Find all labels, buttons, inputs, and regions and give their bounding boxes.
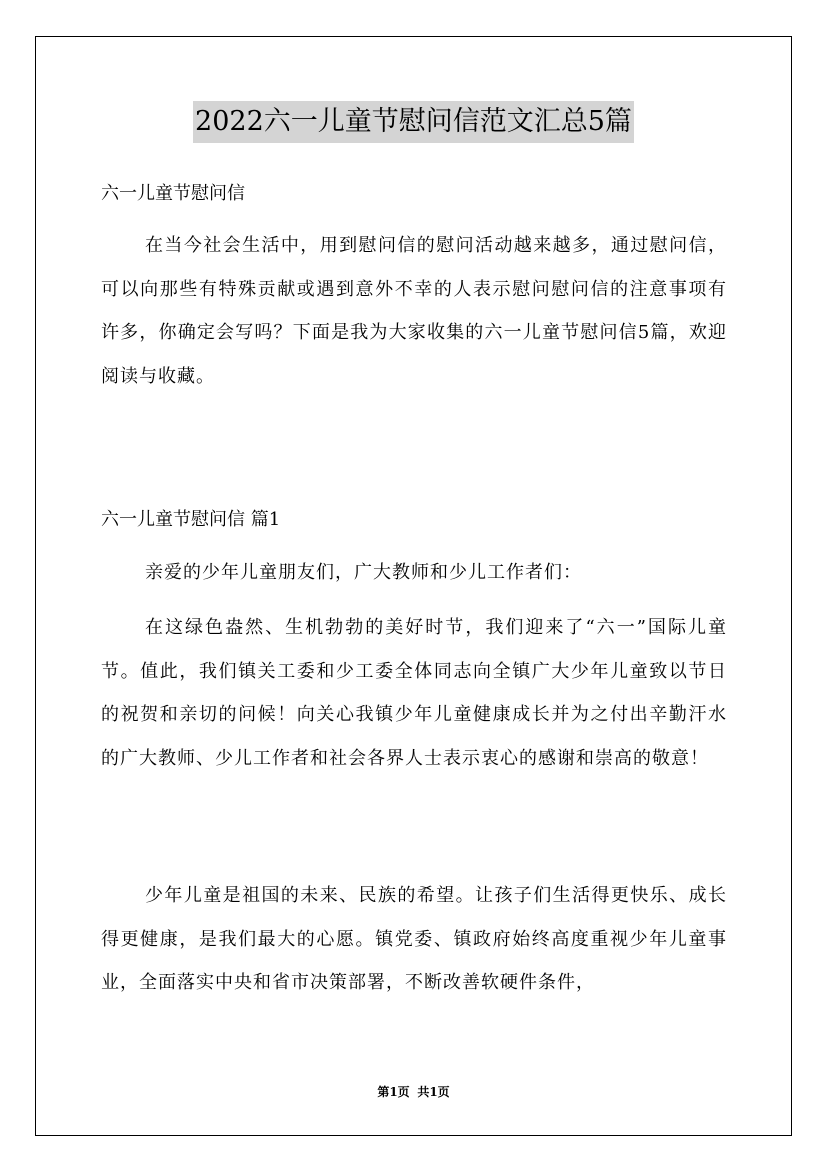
page-total-label: 共1页 xyxy=(417,1085,450,1099)
body-paragraph-2: 在这绿色盎然、生机勃勃的美好时节，我们迎来了“六一”国际儿童节。值此，我们镇关工委和少工委全体同志向全镇广大少年儿童致以节日的祝贺和亲切的问候！向关心我镇少年儿童健康成长并为之付出辛勤汗水的广大教师、少儿工作者和社会各界人士表示衷心的感谢和崇高的敬意！ xyxy=(101,617,727,769)
intro-paragraph: 在当今社会生活中，用到慰问信的慰问活动越来越多，通过慰问信，可以向那些有特殊贡献或遇到意外不幸的人表示慰问慰问信的注意事项有许多，你确定会写吗？下面是我为大家收集的六一儿童节慰问信5篇，欢迎阅读与收藏。 xyxy=(101,235,727,387)
page-number-label: 第1页 xyxy=(377,1085,410,1099)
document-title-text: 2022六一儿童节慰问信范文汇总5篇 xyxy=(193,101,634,143)
section-heading-2: 六一儿童节慰问信 篇1 xyxy=(101,509,281,530)
salutation-paragraph: 亲爱的少年儿童朋友们，广大教师和少儿工作者们： xyxy=(145,562,582,583)
section-heading-1: 六一儿童节慰问信 xyxy=(101,183,245,204)
body-paragraph-3: 少年儿童是祖国的未来、民族的希望。让孩子们生活得更快乐、成长得更健康，是我们最大的心愿。镇党委、镇政府始终高度重视少年儿童事业，全面落实中央和省市决策部署，不断改善软硬件条件， xyxy=(101,885,727,993)
page-footer xyxy=(0,1084,827,1100)
document-title xyxy=(0,100,827,143)
